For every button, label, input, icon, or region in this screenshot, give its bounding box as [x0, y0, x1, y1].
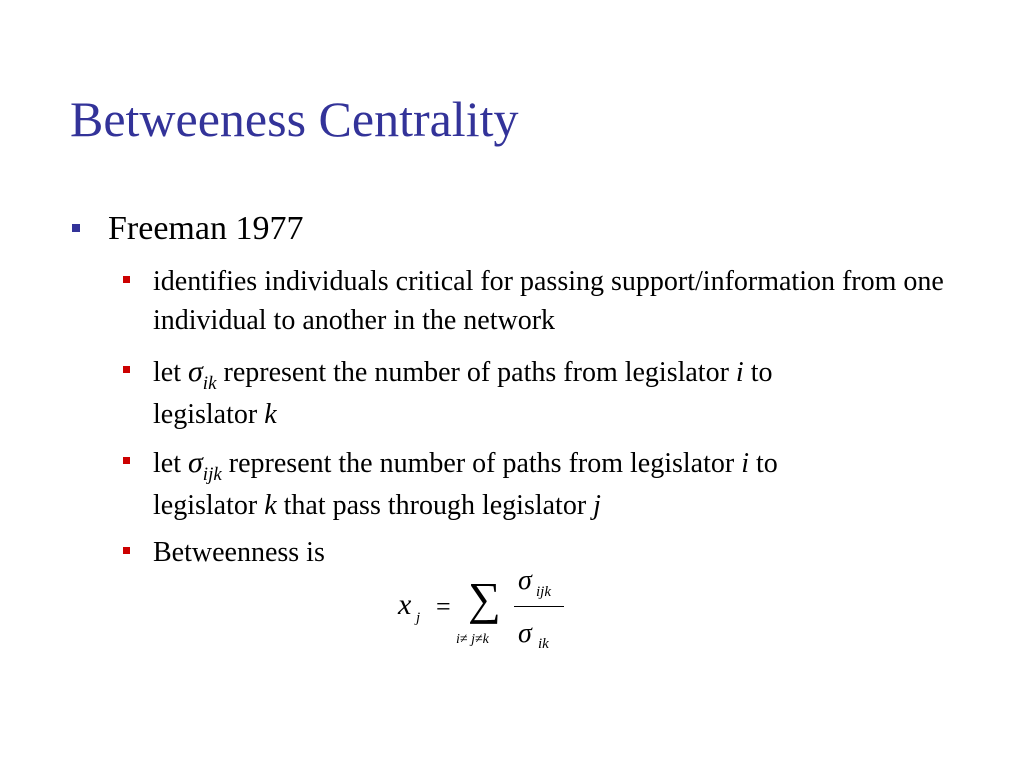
numerator-subscript: ijk: [536, 584, 551, 600]
square-bullet-icon: [72, 224, 80, 232]
numerator-sigma: σ: [518, 565, 532, 596]
bullet-freeman-text: Freeman 1977: [108, 210, 304, 247]
legislator-word: legislator: [153, 490, 265, 521]
slide-title: Betweeness Centrality: [70, 91, 519, 147]
bullet-sigma-ik-text: [153, 352, 993, 434]
formula-equals: =: [436, 592, 451, 621]
to-word: to: [748, 448, 778, 479]
to-word: to: [743, 357, 773, 388]
pass-through-text: that pass through legislator: [276, 490, 594, 521]
sigma-symbol: σ: [188, 446, 203, 479]
sigma-subscript: ik: [202, 373, 217, 394]
denominator-sigma: σ: [518, 618, 532, 649]
square-bullet-icon: [123, 366, 130, 373]
formula-x: x: [398, 588, 412, 621]
betweenness-formula: [394, 566, 594, 656]
square-bullet-icon: [123, 547, 130, 554]
summation-subscript: i≠ j≠k: [456, 632, 489, 647]
sigma-subscript: ijk: [202, 464, 222, 485]
sigma-symbol: σ: [188, 355, 203, 388]
formula-x-subscript: j: [416, 610, 421, 626]
bullet-betweenness-text: Betweenness is: [153, 537, 325, 568]
summation-symbol: ∑: [468, 573, 501, 624]
var-j: j: [593, 490, 601, 521]
square-bullet-icon: [123, 457, 130, 464]
bullet-identifies-text: identifies individuals critical for passing support/information from one individual to another in the network: [153, 266, 944, 336]
let-word: let: [153, 357, 181, 388]
var-k: k: [264, 399, 277, 430]
legislator-word: legislator: [153, 399, 265, 430]
let-word: let: [153, 448, 181, 479]
var-i: i: [741, 448, 749, 479]
square-bullet-icon: [123, 276, 130, 283]
denominator-subscript: ik: [538, 636, 549, 652]
bullet-sigma-ijk-text: [153, 443, 993, 525]
desc-text: represent the number of paths from legislator: [223, 357, 736, 388]
var-i: i: [735, 357, 744, 388]
desc-text: represent the number of paths from legislator: [221, 448, 742, 479]
fraction-bar: [514, 606, 564, 607]
var-k: k: [264, 490, 277, 521]
